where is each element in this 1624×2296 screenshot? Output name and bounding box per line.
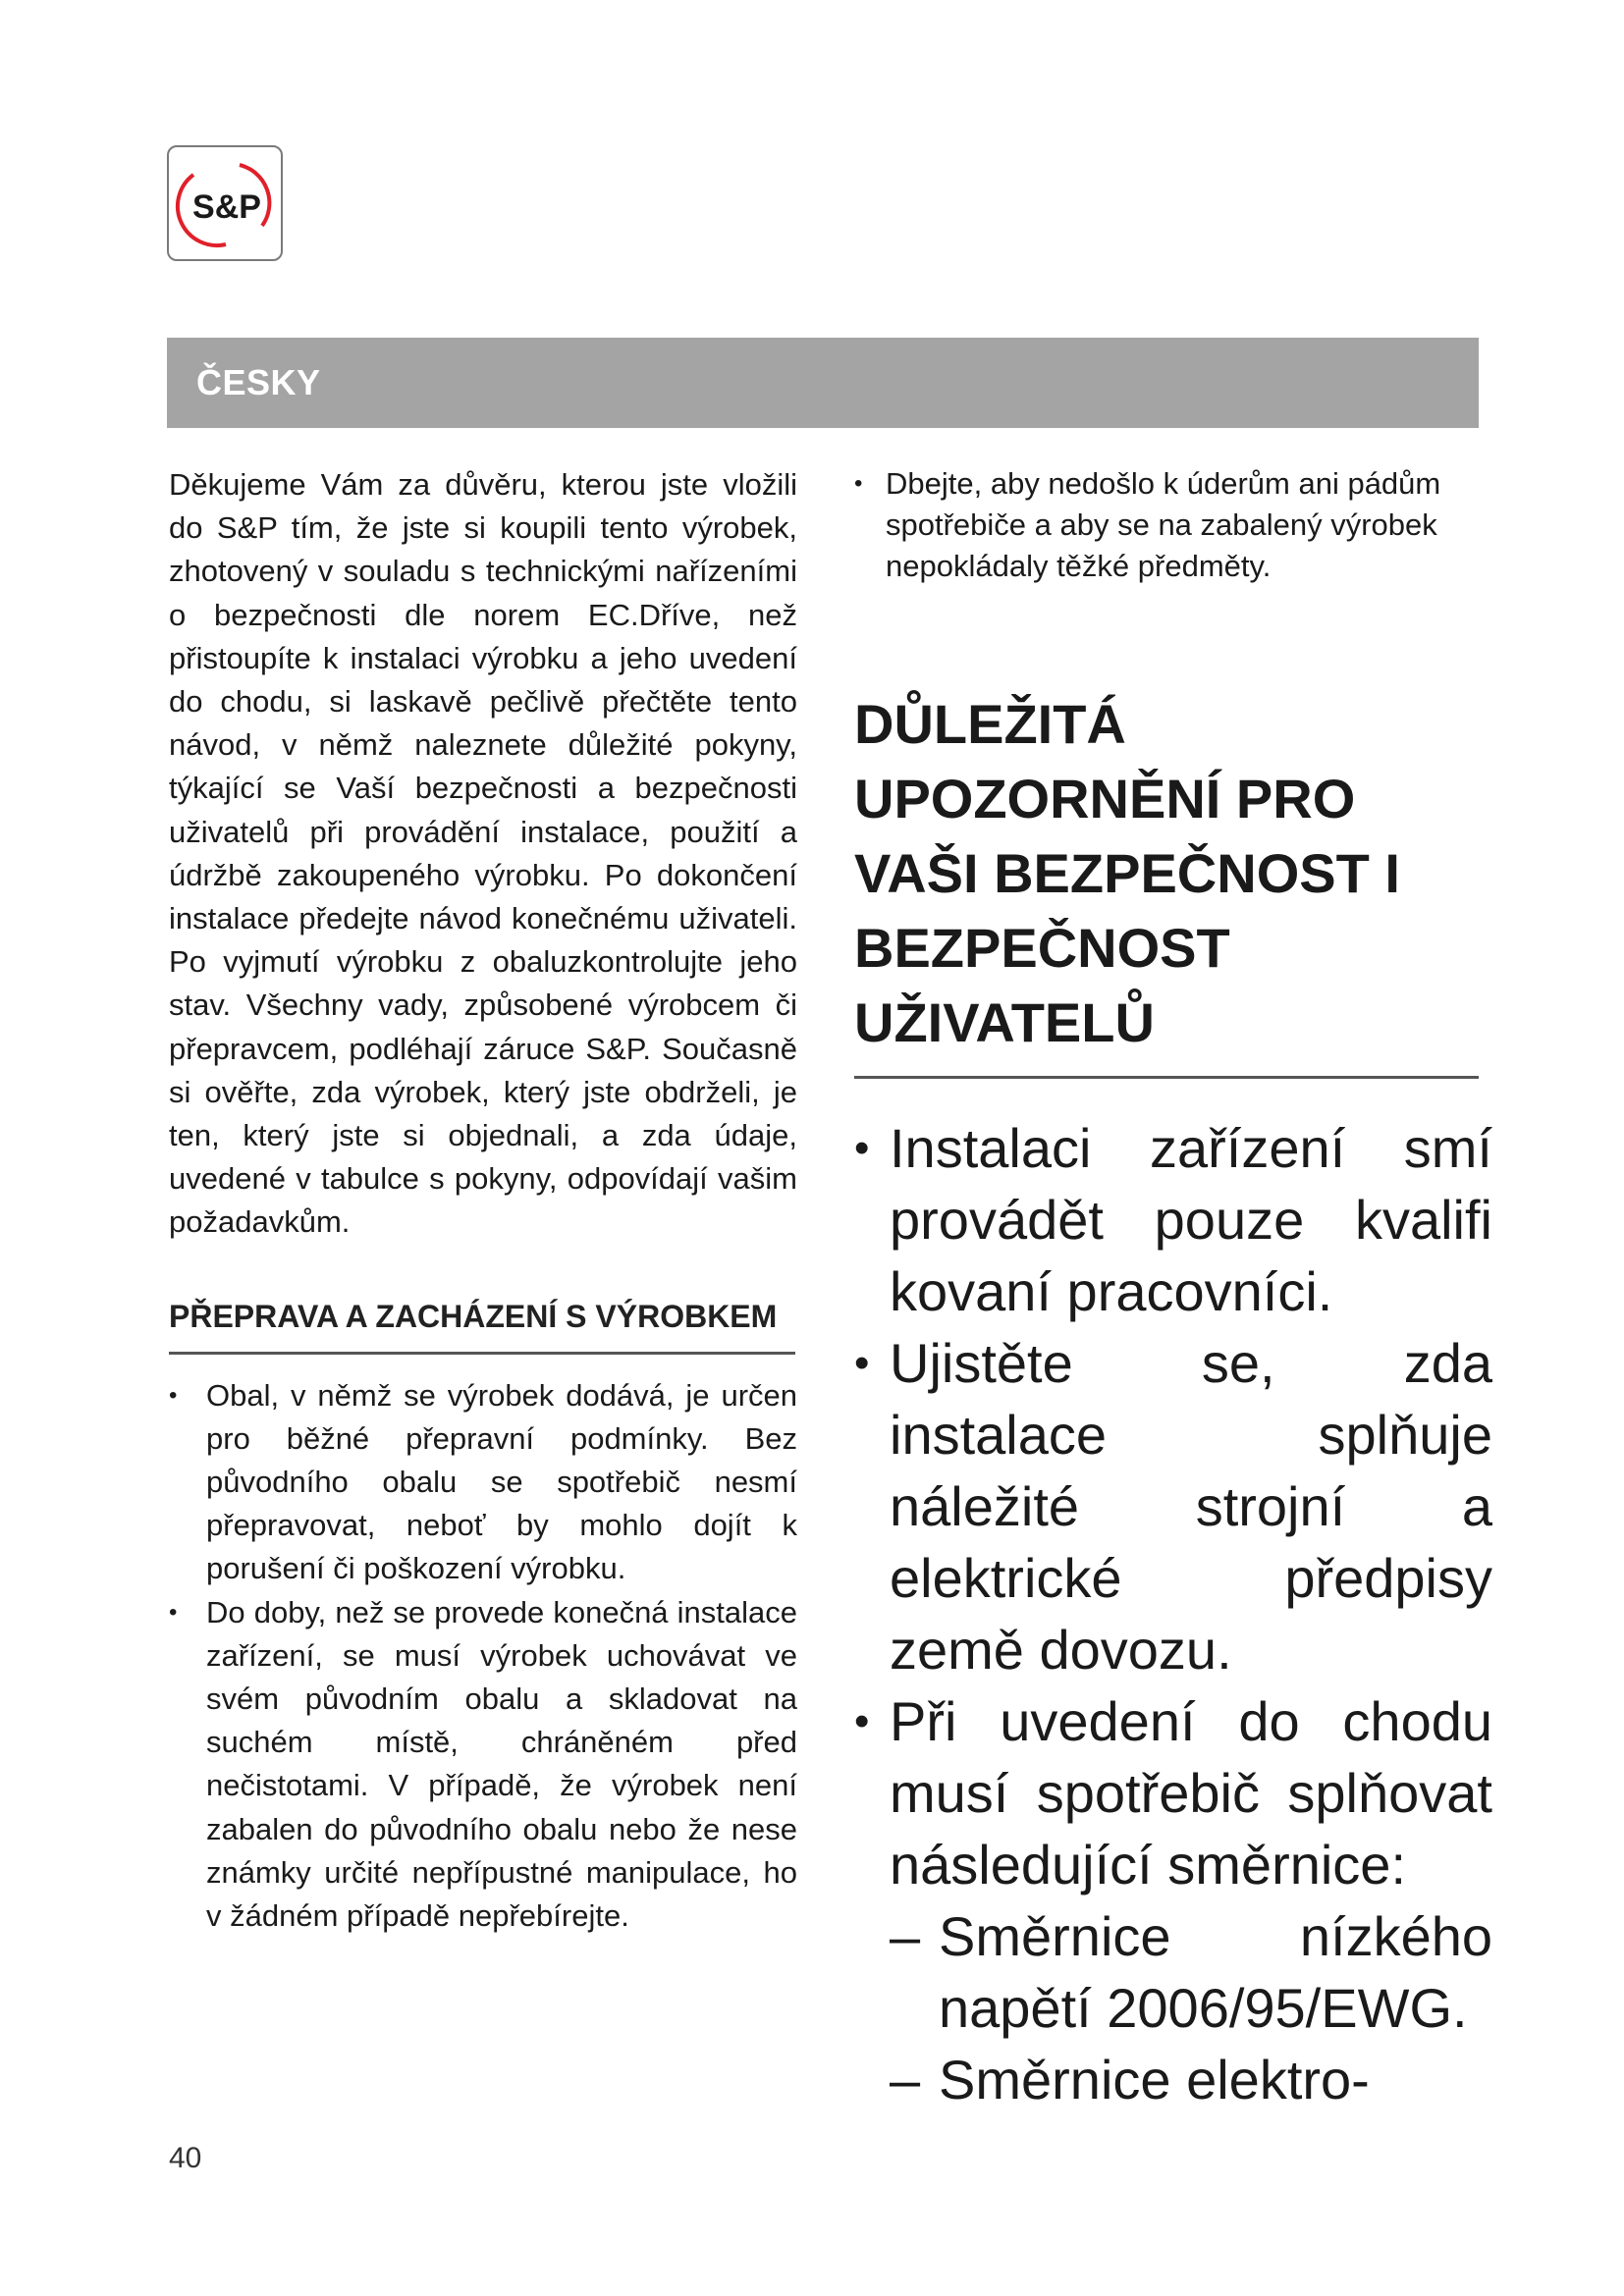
page-number: 40 — [169, 2142, 202, 2174]
transport-heading: PŘEPRAVA A ZACHÁZENÍ S VÝROBKEM — [169, 1298, 778, 1334]
logo-text: S&P — [192, 188, 261, 226]
safety-item — [854, 1685, 1492, 2115]
transport-item: • Do doby, než se provede konečná instalace zařízení, se musí výrobek uchovávat ve svém původním obalu a skladovat na suchém místě, chráněném před nečistotami. V případě, že výrobek není zabalen do původního obalu nebo že nese známky určité nepřípustné manipulace, ho v žádném případě nepřebírejte. — [169, 1591, 797, 1939]
intro-paragraph: Děkujeme Vám za důvěru, kterou jste vložili do S&P tím, že jste si koupili tento výrobek, zhotovený v souladu s technickými nařízeními o bezpečnosti dle norem EC.Dříve, než přistoupíte k instalaci výrobku a jeho uvedení do chodu, si laskavě pečlivě přečtěte tento návod, v němž naleznete důležité pokyny, týkající se Vaší bezpečnosti a bezpečnosti uživatelů při provádění instalace, použití a údržbě zakoupeného výrobku. Po dokončení instalace předejte návod konečnému uživateli. Po vyjmutí výrobku z obaluzkontrolujte jeho stav. Všechny vady, způsobené výrobcem či přepravcem, podléhají záruce S&P. Současně si ověřte, zda výrobek, který jste obdrželi, je ten, který jste si objednali, a zda údaje, uvedené v tabulce s pokyny, odpovídají vašim požadavkům. — [169, 467, 797, 1240]
right-column — [854, 463, 1492, 2115]
language-header-bar — [167, 338, 1479, 428]
directive-item: – Směrnice nízkého napětí 2006/95/EWG. — [890, 1900, 1492, 2044]
left-column — [169, 463, 797, 1938]
language-label: ČESKY — [196, 362, 321, 402]
safety-item-text: Při uvedení do chodu musí spotřebič splňovat následující směrnice: — [890, 1690, 1492, 1896]
safety-heading: DŮLEŽITÁ UPOZORNĚNÍ PRO VAŠI BEZPEČNOST I BEZPEČNOST UŽIVATELŮ — [854, 693, 1400, 1053]
directive-item: – Směrnice elektro- — [890, 2044, 1492, 2115]
directive-list — [890, 1900, 1492, 2115]
safety-item: • Instalaci zařízení smí provádět pouze kvalifi kovaní pracovníci. — [854, 1112, 1492, 1327]
safety-divider — [854, 1076, 1479, 1079]
safety-item: • Ujistěte se, zda instalace splňuje náležité strojní a elektrické předpisy země dovozu. — [854, 1327, 1492, 1685]
handling-item: • Dbejte, aby nedošlo k úderům ani pádům spotřebiče a aby se na zabalený výrobek nepokládaly těžké předměty. — [854, 463, 1492, 587]
transport-item: • Obal, v němž se výrobek dodává, je určen pro běžné přepravní podmínky. Bez původního obalu se spotřebič nesmí přepravovat, neboť by mohlo dojít k porušení či poškození výrobku. — [169, 1374, 797, 1591]
logo-mark-icon — [169, 147, 285, 263]
handling-list — [854, 463, 1492, 587]
brand-logo — [167, 145, 283, 261]
transport-list — [169, 1374, 797, 1939]
transport-divider — [169, 1352, 795, 1355]
safety-list — [854, 1112, 1492, 2115]
